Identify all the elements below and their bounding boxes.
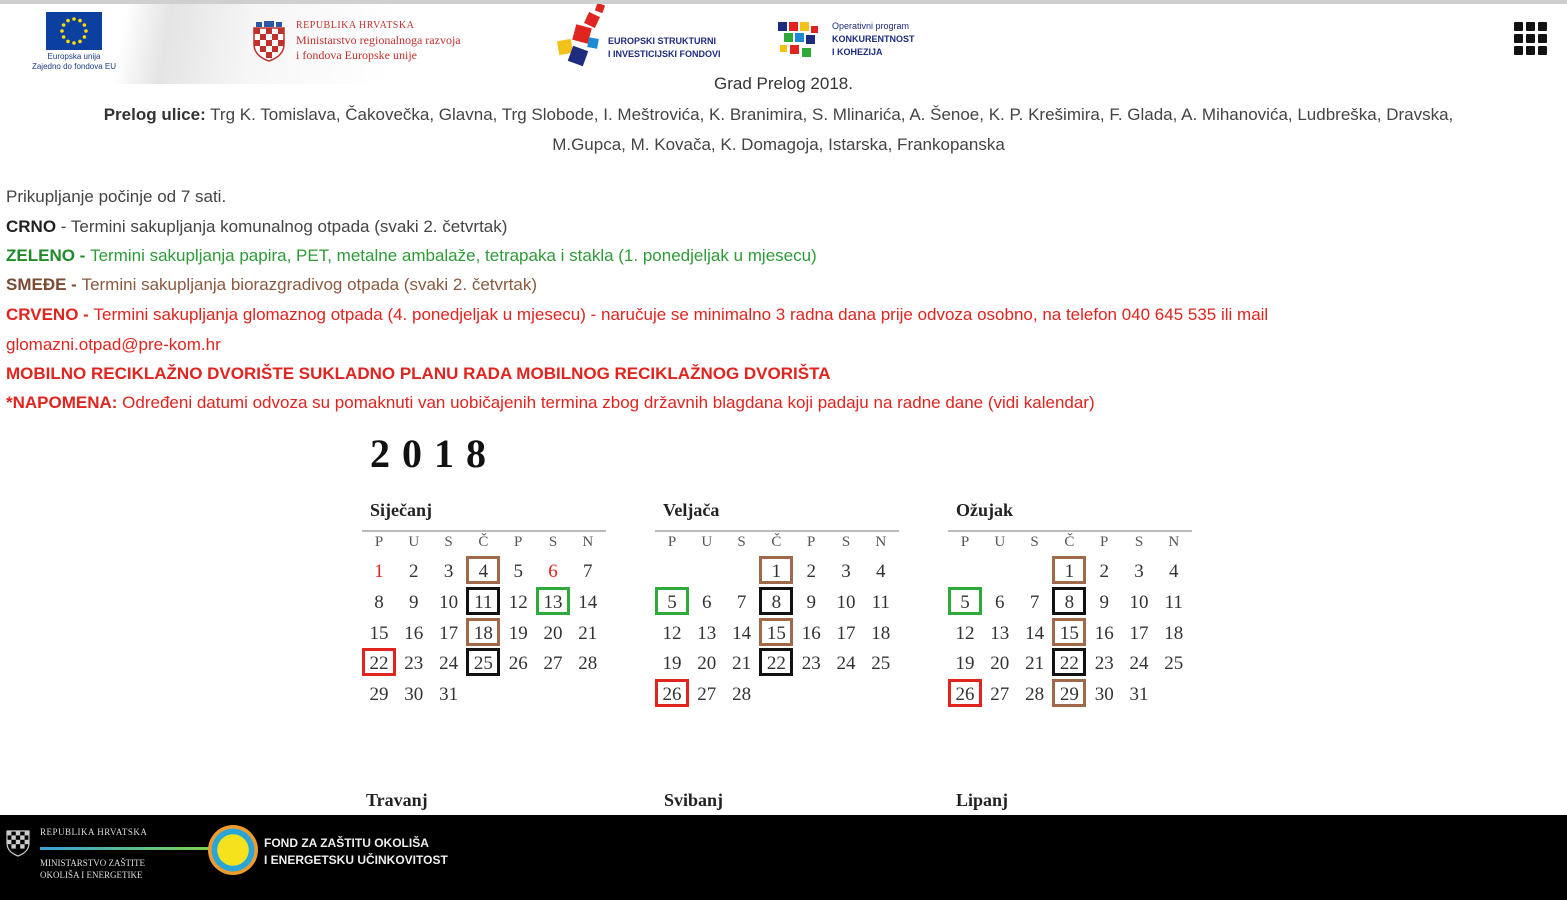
op-mosaic-icon: [776, 20, 822, 62]
calendar-day: 15: [369, 622, 389, 644]
calendar-day-red: 26: [948, 679, 982, 707]
weekday-label: P: [374, 534, 384, 550]
calendar-day-green: 5: [948, 587, 982, 615]
calendar-day: 9: [409, 591, 419, 613]
calendar-day: 12: [662, 622, 682, 644]
calendar-day: 24: [836, 653, 856, 675]
weekday-label: Č: [478, 534, 489, 550]
calendar-day: 19: [662, 653, 682, 675]
month-name: Siječanj: [370, 500, 432, 520]
calendar-day-brown: 29: [1052, 679, 1086, 707]
month-name: Travanj: [366, 790, 428, 810]
legend-text: Termini sakupljanja papira, PET, metalne ambalaže, tetrapaka i stakla (1. ponedjeljak u mjesecu): [90, 246, 817, 265]
calendar-day: 7: [1029, 591, 1040, 613]
calendar-day: 10: [439, 591, 459, 613]
calendar-day: 6: [702, 591, 712, 613]
calendar-day-brown: 1: [759, 556, 793, 584]
header-banner: [0, 0, 1567, 80]
calendar-day: 14: [732, 622, 752, 644]
eu-star: [78, 40, 82, 44]
fund-logo: [208, 823, 508, 893]
calendar-month: [655, 500, 905, 730]
croatian-shield-icon: [252, 20, 286, 62]
eu-logo: [22, 12, 126, 76]
footer-ministry-name: [40, 857, 145, 881]
eu-star: [78, 19, 82, 23]
calendar-day: 23: [404, 653, 424, 675]
calendar-day-brown: 15: [1052, 618, 1086, 646]
legend-item: [6, 241, 1546, 270]
calendar-day-black: 22: [759, 648, 793, 676]
calendar-day: 18: [871, 622, 891, 644]
calendar-day: 3: [443, 561, 454, 582]
eu-star: [72, 17, 76, 21]
calendar-day: 27: [697, 684, 717, 706]
op-text-line1: Operativni program: [832, 21, 910, 31]
op-text-line2: KONKURENTNOST: [832, 34, 915, 44]
esif-text-line2: I INVESTICIJSKI FONDOVI: [608, 49, 721, 59]
eu-star: [84, 29, 88, 33]
note-text: Određeni datumi odvoza su pomaknuti van uobičajenih termina zbog državnih blagdana koji padaju na radne dane (vidi kalendar): [117, 393, 1095, 412]
document-title: Grad Prelog 2018.: [714, 74, 853, 93]
calendar-day: 28: [732, 684, 752, 706]
calendar-day-black: 22: [1052, 648, 1086, 676]
calendar-day: 19: [955, 653, 975, 675]
calendar-day: 3: [1134, 561, 1144, 582]
calendar-day: 25: [1164, 653, 1184, 675]
weekday-label: S: [1134, 534, 1144, 550]
weekday-label: P: [1100, 534, 1109, 550]
eu-star: [60, 29, 64, 33]
calendar-month: [948, 500, 1198, 730]
eu-star: [66, 19, 70, 23]
esif-squares-icon: [552, 4, 608, 76]
month-name: Svibanj: [664, 790, 724, 810]
weekday-label: P: [960, 534, 970, 550]
weekday-label: N: [875, 534, 887, 550]
calendar-day: 21: [578, 622, 598, 644]
weekday-label: U: [701, 534, 713, 550]
calendar-day: 24: [1129, 653, 1149, 675]
ministry-regional-line2: Ministarstvo regionalnoga razvoja: [296, 33, 461, 47]
op-text: [832, 20, 915, 59]
weekday-label: S: [548, 534, 558, 550]
weekday-label: S: [1030, 534, 1039, 550]
calendar-day: 16: [404, 622, 424, 644]
calendar-day-green: 5: [655, 587, 689, 615]
streets-label: Prelog ulice:: [103, 105, 206, 124]
calendar-day: 17: [836, 622, 856, 644]
calendar-day-brown: 18: [466, 618, 500, 646]
eu-star: [83, 23, 87, 27]
weekday-header: [948, 530, 1192, 552]
weekday-label: P: [667, 534, 677, 550]
legend-label: ZELENO -: [6, 246, 91, 265]
ministry-regional-text: [296, 18, 461, 63]
streets-text: Trg K. Tomislava, Čakovečka, Glavna, Trg Slobode, I. Meštrovića, K. Branimira, S. Mlinarića, A. Šenoe, K. P. Krešimira, F. Glada, A. Mihanovića, Ludbreška, Dravska,: [205, 105, 1454, 124]
legend-label: CRVENO -: [6, 305, 94, 324]
calendar-day: 5: [513, 561, 523, 582]
op-konkurentnost-logo: [776, 20, 946, 70]
footer-ministry-divider: [40, 847, 210, 850]
streets-line2: M.Gupca, M. Kovača, K. Domagoja, Istarska, Frankopanska: [552, 135, 1005, 154]
calendar-day: 24: [439, 653, 459, 675]
calendar-day-brown: 15: [759, 618, 793, 646]
calendar-day: 10: [1129, 591, 1149, 613]
fund-text-line2: I ENERGETSKU UČINKOVITOST: [264, 853, 448, 867]
fund-text-line1: FOND ZA ZAŠTITU OKOLIŠA: [264, 836, 429, 850]
calendar-day: 2: [1099, 561, 1109, 582]
footer-ministry-line1: REPUBLIKA HRVATSKA: [40, 827, 148, 837]
calendar-day: 28: [578, 653, 598, 675]
calendar-day: 8: [374, 591, 384, 613]
calendar-day: 30: [404, 684, 424, 706]
calendar-day: 2: [409, 561, 419, 582]
calendar-day: 4: [876, 561, 886, 582]
calendar-day-brown: 1: [1052, 556, 1086, 584]
ministry-regional-line3: i fondova Europske unije: [296, 48, 417, 62]
eu-star: [66, 40, 70, 44]
legend-text: - Termini sakupljanja komunalnog otpada (svaki 2. četvrtak): [56, 217, 508, 236]
calendar-day: 9: [1099, 591, 1109, 613]
calendar-day: 19: [508, 622, 528, 644]
eu-star: [62, 23, 66, 27]
calendar-day: 9: [806, 591, 816, 613]
weekday-label: N: [582, 534, 594, 550]
op-text-line3: I KOHEZIJA: [832, 47, 883, 57]
calendar-day-black: 8: [1052, 587, 1086, 615]
esif-logo: [552, 4, 752, 76]
legend-label: CRNO: [6, 217, 57, 236]
note: [6, 388, 1546, 417]
calendar-day: 20: [697, 653, 717, 675]
month-name: Lipanj: [956, 790, 1009, 810]
start-note: Prikupljanje počinje od 7 sati.: [6, 187, 227, 206]
calendar-year: 2018: [370, 431, 498, 476]
streets-list: [6, 100, 1551, 160]
calendar-day: 10: [836, 591, 856, 613]
weekday-label: S: [841, 534, 851, 550]
calendar-day-black: 25: [466, 648, 500, 676]
calendar-day: 13: [990, 622, 1010, 644]
eu-logo-text: [22, 52, 126, 72]
ministry-regional-line1: REPUBLIKA HRVATSKA: [296, 20, 415, 31]
eu-star: [72, 41, 76, 45]
ministry-environment-logo: [6, 821, 206, 893]
calendar-day: 30: [1094, 684, 1114, 706]
esif-text-line1: EUROPSKI STRUKTURNI: [608, 36, 717, 46]
calendar-day: 13: [697, 622, 717, 644]
weekday-label: Č: [771, 534, 782, 550]
calendar-day-red: 26: [655, 679, 689, 707]
calendar-day: 14: [578, 591, 598, 613]
calendar-day: 11: [1164, 591, 1183, 613]
calendar-day: 7: [736, 591, 747, 613]
streets-line1: [6, 100, 1551, 130]
eu-flag-icon: [46, 12, 102, 50]
weekday-label: Č: [1064, 534, 1075, 550]
weekday-label: N: [1168, 534, 1180, 550]
calendar-day: 12: [955, 622, 975, 644]
calendar-day: 11: [871, 591, 890, 613]
calendar-day: 7: [583, 561, 593, 582]
calendar-day: 20: [990, 653, 1010, 675]
legend-item: [6, 270, 1546, 299]
croatian-shield-icon: [6, 825, 30, 857]
ministry-regional-logo: [252, 18, 522, 68]
calendar-day: 18: [1164, 622, 1184, 644]
calendar-day: 17: [439, 622, 459, 644]
calendar-day: 29: [369, 684, 389, 706]
mobile-recycling-notice: MOBILNO RECIKLAŽNO DVORIŠTE SUKLADNO PLANU RADA MOBILNOG RECIKLAŽNOG DVORIŠTA: [6, 364, 831, 383]
calendar-day-black: 11: [466, 587, 500, 615]
calendar-day: 23: [1094, 653, 1114, 675]
calendar-day: 17: [1129, 622, 1149, 644]
esif-text: [608, 35, 721, 61]
legend-label: SMEĐE -: [6, 275, 82, 294]
calendar-day: 27: [543, 653, 563, 675]
calendar-day: 21: [732, 653, 752, 675]
eu-star: [83, 35, 87, 39]
weekday-label: P: [807, 534, 816, 550]
calendar-day-green: 13: [536, 587, 570, 615]
calendar-day: 26: [508, 653, 528, 675]
weekday-header: [655, 530, 899, 552]
month-name: Veljača: [663, 500, 720, 520]
calendar-day: 2: [806, 561, 816, 582]
legend-text: Termini sakupljanja biorazgradivog otpada (svaki 2. četvrtak): [81, 275, 538, 294]
calendar-day-black: 8: [759, 587, 793, 615]
eu-star: [62, 35, 66, 39]
calendar-day: 31: [1129, 684, 1149, 706]
weekday-label: U: [408, 534, 420, 550]
legend-item: [6, 300, 1546, 329]
calendar-day: 12: [508, 591, 528, 613]
legend-item: [6, 212, 1546, 241]
calendar-day: 27: [990, 684, 1010, 706]
legend-text: Termini sakupljanja glomaznog otpada (4. ponedjeljak u mjesecu) - naručuje se minimalno 3 radna dana prije odvoza osobno, na telefon 040 645 535 ili mail: [93, 305, 1269, 324]
calendar-month: [362, 500, 612, 730]
eu-logo-text-line1: Europska unija: [47, 52, 101, 61]
month-name: Ožujak: [956, 500, 1014, 520]
calendar-day: 6: [548, 561, 558, 582]
note-label: *NAPOMENA:: [6, 393, 118, 412]
fund-text: [264, 835, 448, 869]
calendar-day: 21: [1025, 653, 1045, 675]
calendar-day: 16: [1094, 622, 1114, 644]
calendar-day-red: 22: [362, 648, 396, 676]
eu-logo-text-line2: Zajedno do fondova EU: [31, 62, 117, 71]
calendar-day: 3: [841, 561, 851, 582]
calendar-day: 4: [1169, 561, 1179, 582]
calendar-day: 31: [439, 684, 459, 706]
calendar-day: 14: [1025, 622, 1045, 644]
calendar-day: 23: [801, 653, 821, 675]
calendar-day: 25: [871, 653, 891, 675]
calendar-day: 20: [543, 622, 563, 644]
weekday-label: S: [444, 534, 453, 550]
calendar-day: 28: [1025, 684, 1045, 706]
calendar-day-brown: 4: [466, 556, 500, 584]
calendar-day: 6: [995, 591, 1005, 613]
fund-sun-icon: [208, 825, 258, 875]
footer-ministry-name-line1: MINISTARSTVO ZAŠTITE: [40, 858, 146, 868]
weekday-label: S: [737, 534, 746, 550]
email-link[interactable]: glomazni.otpad@pre-kom.hr: [6, 335, 221, 354]
calendar-day: 1: [374, 561, 384, 582]
weekday-header: [362, 530, 606, 552]
grid-icon[interactable]: [1512, 20, 1550, 58]
weekday-label: U: [994, 534, 1006, 550]
weekday-label: P: [514, 534, 523, 550]
footer-ministry-name-line2: OKOLIŠA I ENERGETIKE: [40, 870, 143, 880]
footer: [0, 815, 1567, 900]
calendar-day: 16: [801, 622, 821, 644]
